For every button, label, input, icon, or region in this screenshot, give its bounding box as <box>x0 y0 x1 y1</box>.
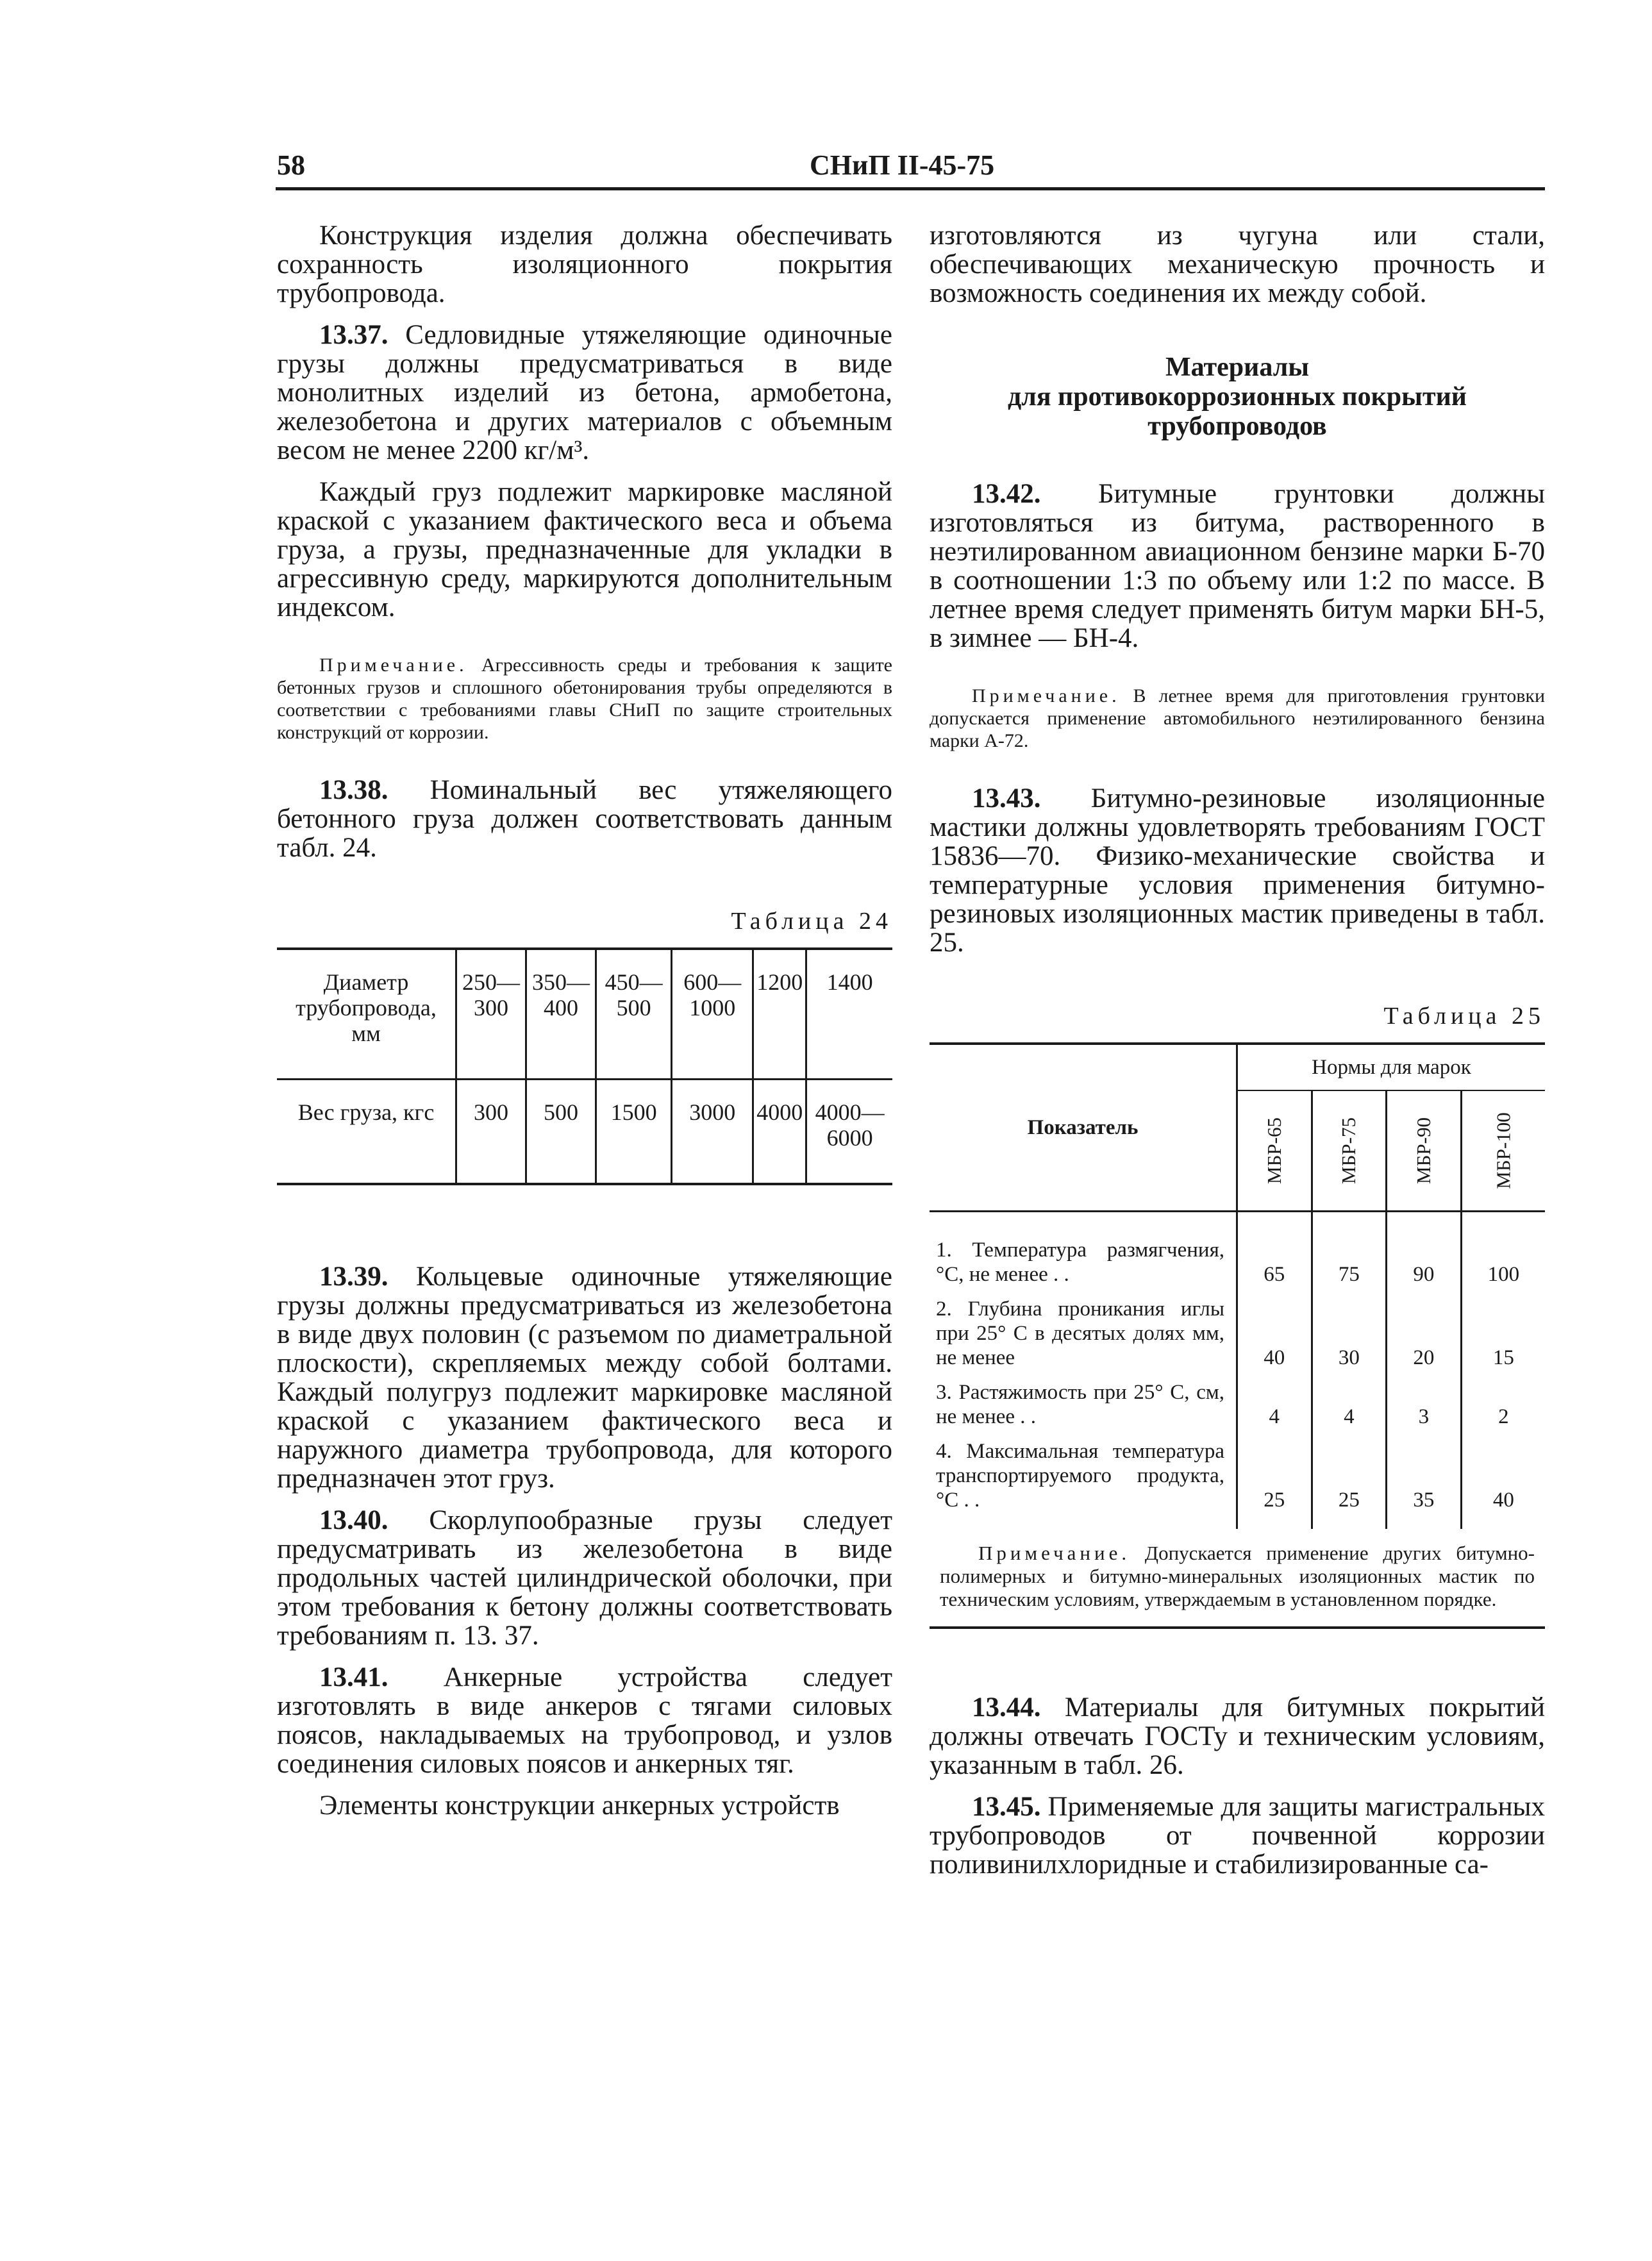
section-heading-line: Материалы <box>1165 353 1310 382</box>
table-row <box>277 1080 892 1183</box>
brand-label: МБР-75 <box>1337 1117 1360 1184</box>
clause-number: 13.40. <box>319 1505 388 1535</box>
paragraph: Каждый груз подлежит маркировке масляной краской с указанием фактического веса и объема груза, а грузы, предназначенные для укладки в агрессивную среду, маркируются дополнительным индексом. <box>277 477 892 622</box>
clause-number: 13.38. <box>319 775 388 805</box>
paragraph-13-41 <box>277 1663 892 1778</box>
clause-text: Применяемые для защиты магистральных трубопроводов от почвенной коррозии поливинилхлоридные и стабилизированные са- <box>930 1792 1545 1880</box>
paragraph: изготовляются из чугуна или стали, обеспечивающих механическую прочность и возможность соединения их между собой. <box>930 221 1545 308</box>
table-header-cell: Показатель <box>930 1045 1237 1212</box>
table-25 <box>930 1042 1545 1629</box>
paragraph-13-45 <box>930 1792 1545 1879</box>
table-cell: 300 <box>456 1080 526 1183</box>
table-cell: 4 <box>1312 1375 1387 1434</box>
clause-number: 13.39. <box>319 1262 388 1292</box>
table-row <box>930 1292 1545 1375</box>
paragraph: Конструкция изделия должна обеспечивать сохранность изоляционного покрытия трубопровода. <box>277 221 892 308</box>
note <box>277 654 892 744</box>
table-25-note <box>930 1529 1545 1626</box>
table-25-caption: Таблица 25 <box>1383 1003 1545 1030</box>
brand-label: МБР-65 <box>1262 1117 1285 1184</box>
table-cell: 500 <box>526 1080 596 1183</box>
table-header-row <box>930 1045 1545 1090</box>
clause-text: Седловидные утяжеляющие одиночные грузы должны предусматриваться в виде монолитных изделий из бетона, армобетона, железобетона и других материалов с объемным весом не менее 2200 кг/м³. <box>277 320 892 465</box>
section-heading-line: трубопроводов <box>1147 412 1327 441</box>
table-cell: 1500 <box>596 1080 672 1183</box>
section-heading <box>930 353 1545 441</box>
table-header-cell <box>1461 1090 1545 1212</box>
table-24-caption: Таблица 24 <box>731 908 892 935</box>
table-cell: 600—1000 <box>672 950 753 1080</box>
table-cell: Диаметр трубопровода, мм <box>277 950 456 1080</box>
table-cell: 4000 <box>753 1080 806 1183</box>
clause-text: Скорлупообразные грузы следует предусматривать из железобетона в виде продольных частей цилиндрической оболочки, при этом требования к бетону должны соответствовать требованиям п. 13. 37. <box>277 1505 892 1651</box>
note-label: Примечание. <box>972 685 1121 706</box>
table-cell: 20 <box>1387 1292 1462 1375</box>
table-cell: 1400 <box>806 950 892 1080</box>
table-cell: 1. Температура размягчения, °С, не менее . . <box>936 1239 1224 1286</box>
clause-number: 13.43. <box>972 783 1041 813</box>
brand-label: МБР-100 <box>1492 1112 1515 1189</box>
table-cell: 90 <box>1387 1212 1462 1292</box>
table-cell: 3000 <box>672 1080 753 1183</box>
table-cell: 15 <box>1461 1292 1545 1375</box>
clause-text: Битумные грунтовки должны изготовляться из битума, растворенного в неэтилированном авиационном бензине марки Б-70 в соотношении 1:3 по объему или 1:2 по массе. В летнее время следует применять битум марки БН-5, в зимнее — БН-4. <box>930 479 1545 653</box>
table-cell: 4000—6000 <box>806 1080 892 1183</box>
running-title: СНиП II-45-75 <box>810 149 995 181</box>
table-24 <box>277 947 892 1185</box>
left-column <box>277 221 892 1820</box>
clause-number: 13.45. <box>972 1792 1041 1822</box>
section-heading-line: для противокоррозионных покрытий <box>1008 382 1467 412</box>
table-cell: Вес груза, кгс <box>297 1099 435 1125</box>
table-row <box>930 1212 1545 1292</box>
table-header-cell <box>1387 1090 1462 1212</box>
table-cell: 25 <box>1237 1434 1312 1529</box>
clause-number: 13.44. <box>972 1692 1041 1723</box>
paragraph-13-43 <box>930 784 1545 957</box>
paragraph-13-38 <box>277 776 892 862</box>
note-text: В летнее время для приготовления грунтовки допускается применение автомобильного неэтилированного бензина марки А-72. <box>930 685 1545 751</box>
table-header-cell <box>1237 1090 1312 1212</box>
table-cell: 40 <box>1461 1434 1545 1529</box>
table-header-cell <box>1312 1090 1387 1212</box>
table-cell: 35 <box>1387 1434 1462 1529</box>
paragraph-13-44 <box>930 1693 1545 1780</box>
note-text: Агрессивность среды и требования к защите бетонных грузов и сплошного обетонирования трубы определяются в соответствии с требованиями главы СНиП по защите строительных конструкций от коррозии. <box>277 655 892 743</box>
table-cell: 30 <box>1312 1292 1387 1375</box>
table-header-cell: Нормы для марок <box>1237 1045 1546 1090</box>
clause-text: Кольцевые одиночные утяжеляющие грузы должны предусматриваться из железобетона в виде двух половин (с разъемом по диаметральной плоскости), скрепляемых между собой болтами. Каждый полугруз подлежит маркировке масляной краской с указанием фактического веса и наружного диаметра трубопровода, для которого предназначен этот груз. <box>277 1262 892 1494</box>
table-cell: 4 <box>1237 1375 1312 1434</box>
table-cell: 4. Максимальная температура транспортируемого продукта, °С . . <box>936 1440 1224 1512</box>
clause-number: 13.37. <box>319 320 388 350</box>
table-cell: 40 <box>1237 1292 1312 1375</box>
table-cell: 450—500 <box>596 950 672 1080</box>
paragraph-13-39 <box>277 1262 892 1493</box>
paragraph-13-42 <box>930 480 1545 653</box>
table-cell: 3. Растяжимость при 25° С, см, не менее . . <box>936 1381 1224 1428</box>
brand-label: МБР-90 <box>1412 1117 1435 1184</box>
table-cell: 250—300 <box>456 950 526 1080</box>
table-row <box>930 1434 1545 1529</box>
clause-text: Битумно-резиновые изоляционные мастики должны удовлетворять требованиям ГОСТ 15836—70. Физико-механические свойства и температурные условия применения битумно-резиновых изоляционных мастик приведены в табл. 25. <box>930 783 1545 958</box>
clause-text: Материалы для битумных покрытий должны отвечать ГОСТу и техническим условиям, указанным в табл. 26. <box>930 1692 1545 1780</box>
paragraph-13-40 <box>277 1506 892 1650</box>
table-cell: 25 <box>1312 1434 1387 1529</box>
clause-number: 13.41. <box>319 1662 388 1692</box>
table-cell: 2 <box>1461 1375 1545 1434</box>
clause-text: Номинальный вес утяжеляющего бетонного груза должен соответствовать данным табл. 24. <box>277 775 892 863</box>
table-cell: 2. Глубина проникания иглы при 25° С в десятых долях мм, не менее <box>936 1297 1224 1369</box>
table-cell: 65 <box>1237 1212 1312 1292</box>
clause-number: 13.42. <box>972 479 1041 509</box>
paragraph: Элементы конструкции анкерных устройств <box>319 1790 840 1821</box>
note-text: Допускается применение других битумно-полимерных и битумно-минеральных изоляционных мастик по техническим условиям, утверждаемым в установленном порядке. <box>940 1542 1535 1610</box>
clause-text: Анкерные устройства следует изготовлять в виде анкеров с тягами силовых поясов, накладываемых на трубопровод, и узлов соединения силовых поясов и анкерных тяг. <box>277 1662 892 1779</box>
table-row <box>277 950 892 1080</box>
table-cell: 1200 <box>753 950 806 1080</box>
table-cell: 3 <box>1387 1375 1462 1434</box>
right-column <box>930 221 1545 1879</box>
paragraph-13-37 <box>277 321 892 465</box>
note-label: Примечание. <box>319 655 468 676</box>
table-cell: 100 <box>1461 1212 1545 1292</box>
header-rule <box>276 187 1545 190</box>
table-cell: 350—400 <box>526 950 596 1080</box>
page-number: 58 <box>277 149 305 181</box>
note <box>930 685 1545 752</box>
table-cell: 75 <box>1312 1212 1387 1292</box>
table-row <box>930 1375 1545 1434</box>
note-label: Примечание. <box>978 1542 1131 1564</box>
